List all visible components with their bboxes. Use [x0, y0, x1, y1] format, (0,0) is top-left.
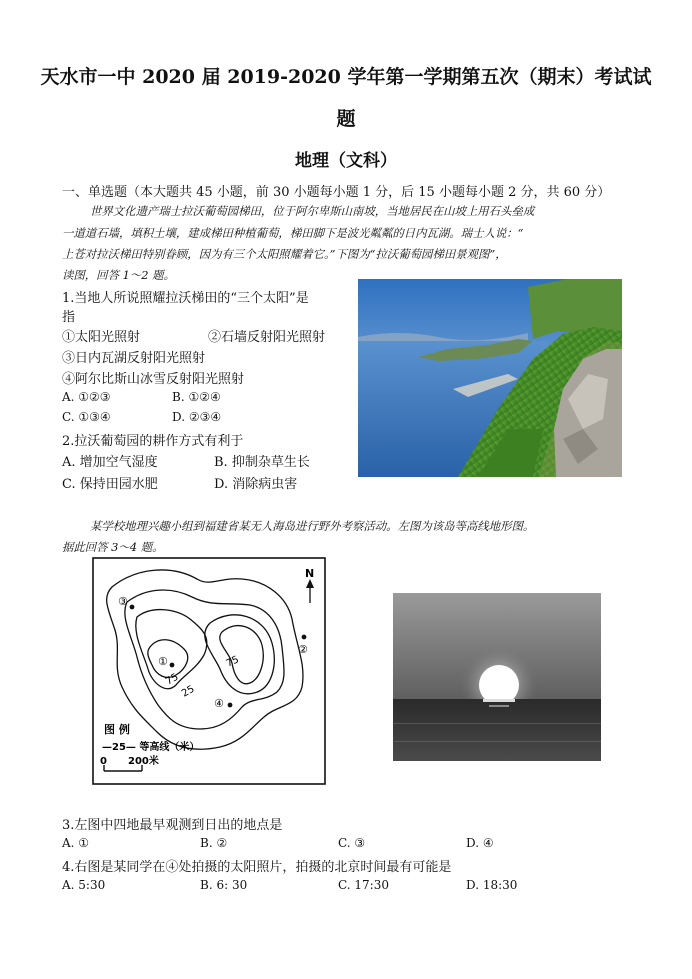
q1-stem: 1.当地人所说照耀拉沃梯田的“三个太阳”是	[62, 291, 309, 306]
passage1-line1: 世界文化遗产瑞士拉沃葡萄园梯田，位于阿尔卑斯山南坡，当地居民在山坡上用石头垒成	[90, 204, 535, 218]
q3-option-d: D. ④	[466, 836, 494, 850]
passage2-line2: 据此回答 3～4 题。	[62, 540, 164, 554]
q1-statement-3: ③日内瓦湖反射阳光照射	[62, 351, 206, 366]
q1-option-a: A. ①②③	[62, 390, 111, 404]
legend-contour: —25— 等高线（米）	[102, 742, 200, 753]
scale-label: 200米	[128, 756, 159, 767]
q4-option-b: B. 6: 30	[200, 878, 248, 892]
point-3-label: ③	[118, 595, 128, 608]
q3-option-c: C. ③	[338, 836, 366, 850]
q2-option-d: D. 消除病虫害	[214, 477, 298, 492]
passage2-line1: 某学校地理兴趣小组到福建省某无人海岛进行野外考察活动。左图为该岛等高线地形图。	[90, 519, 535, 533]
vineyard-terrace-photo	[358, 279, 622, 477]
contour-label-25: 25	[180, 683, 197, 700]
subject-title: 地理（文科）	[295, 151, 397, 171]
q4-option-a: A. 5:30	[62, 878, 106, 892]
passage1-line3: 上苍对拉沃梯田特别眷顾，因为有三个太阳照耀着它。”下图为“拉沃葡萄园梯田景观图”，	[62, 247, 507, 261]
passage1-line4: 读图，回答 1～2 题。	[62, 268, 175, 282]
page-title-continued: 题	[336, 108, 356, 130]
q2-option-b: B. 抑制杂草生长	[214, 455, 310, 470]
q4-option-c: C. 17:30	[338, 878, 389, 892]
q1-stem-continued: 指	[62, 310, 76, 325]
page-title: 天水市一中 2020 届 2019-2020 学年第一学期第五次（期末）考试试	[40, 66, 652, 88]
q3-option-b: B. ②	[200, 836, 228, 850]
q1-statement-4: ④阿尔比斯山冰雪反射阳光照射	[62, 372, 245, 387]
q3-stem: 3.左图中四地最早观测到日出的地点是	[62, 818, 283, 833]
q1-statement-2: ②石墙反射阳光照射	[208, 330, 326, 345]
island-contour-map	[92, 557, 326, 785]
passage1-line2: 一道道石墙，填积土壤，建成梯田种植葡萄，梯田脚下是波光粼粼的日内瓦湖。瑞士人说：“	[62, 226, 524, 240]
q1-option-b: B. ①②④	[172, 390, 221, 404]
scale-zero: 0	[100, 756, 107, 767]
q2-option-a: A. 增加空气湿度	[62, 455, 158, 470]
contour-label-75: 75	[164, 671, 181, 688]
q4-stem: 4.右图是某同学在④处拍摄的太阳照片，拍摄的北京时间最有可能是	[62, 860, 452, 875]
q2-option-c: C. 保持田园水肥	[62, 477, 158, 492]
legend-title: 图 例	[104, 723, 130, 736]
q1-option-d: D. ②③④	[172, 410, 222, 424]
point-1-label: ①	[158, 655, 168, 668]
q1-statement-1: ①太阳光照射	[62, 330, 141, 345]
q4-option-d: D. 18:30	[466, 878, 518, 892]
q2-stem: 2.拉沃葡萄园的耕作方式有利于	[62, 434, 244, 449]
point-4-label: ④	[214, 697, 224, 710]
q1-option-c: C. ①③④	[62, 410, 111, 424]
section-heading: 一、单选题（本大题共 45 小题，前 30 小题每小题 1 分，后 15 小题每小题 2 分，共 60 分）	[62, 185, 611, 200]
contour-label-75-east: 75	[224, 654, 241, 670]
q3-option-a: A. ①	[62, 836, 90, 850]
point-2-label: ②	[298, 643, 308, 656]
north-label: N	[305, 567, 315, 580]
sun-on-horizon-photo	[393, 593, 601, 761]
